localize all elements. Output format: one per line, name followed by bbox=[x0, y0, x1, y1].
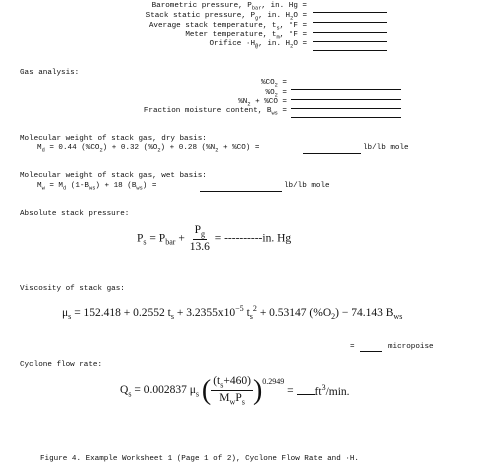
param-stack-static-pressure: Stack static pressure, $P_g$, in. $H_2O$ = bbox=[145, 12, 307, 22]
barometric-pressure-blank[interactable] bbox=[313, 12, 387, 13]
param-meter-temperature: Meter temperature, $t_m$, °F = bbox=[185, 31, 307, 41]
gas-co2-label: $\%CO_2$ = bbox=[261, 79, 287, 89]
mw-dry-blank[interactable] bbox=[303, 153, 361, 154]
cyclone-equation: $Q_s = 0.002837$ $\mu_s$ ( $\frac{(t_s+460)}{M_wP_s}$ ) 0.2949 = $ft^3/\min$. bbox=[120, 374, 350, 407]
viscosity-unit: micropoise bbox=[388, 343, 434, 351]
gas-n2-co-label: $\%N_2 + \%CO$ = bbox=[238, 98, 287, 108]
orifice-dh-blank[interactable] bbox=[313, 50, 387, 51]
gas-analysis-heading: Gas analysis: bbox=[20, 69, 80, 77]
param-barometric-pressure: Barometric pressure, $P_{bar}$, in. Hg = bbox=[151, 2, 307, 12]
pg-over-13-6-fraction: $\frac{P_g}{13.6}$ bbox=[189, 224, 210, 254]
mw-dry-heading: Molecular weight of stack gas, dry basis: bbox=[20, 135, 207, 143]
abs-pressure-heading: Absolute stack pressure: bbox=[20, 210, 130, 218]
cyclone-result-blank[interactable] bbox=[297, 394, 315, 395]
moisture-fraction-label: Fraction moisture content, $B_{ws}$ = bbox=[143, 107, 287, 117]
cyclone-heading: Cyclone flow rate: bbox=[20, 361, 103, 369]
gas-n2-co-blank[interactable] bbox=[291, 108, 401, 109]
meter-temperature-blank[interactable] bbox=[313, 41, 387, 42]
mw-wet-heading: Molecular weight of stack gas, wet basis: bbox=[20, 172, 207, 180]
param-average-stack-temperature: Average stack temperature, $t_s$, °F = bbox=[148, 22, 307, 32]
mw-dry-formula: $M_d = 0.44$ $(\%CO_2) + 0.32$ $(\%O_2) + 0.28$ $(\%N_2 + \%CO)$ = bbox=[37, 144, 260, 154]
average-stack-temperature-blank[interactable] bbox=[313, 32, 387, 33]
viscosity-equation: $\mu_s = 152.418 + 0.2552$ $t_s + 3.2355x10^{-5}$ $t_s^2 + 0.53147$ $(\%O_2) - 74.143$ $B_{ws}$ bbox=[62, 304, 403, 322]
figure-caption: Figure 4. Example Worksheet 1 (Page 1 of 2), Cyclone Flow Rate and ·H. bbox=[40, 455, 359, 463]
viscosity-heading: Viscosity of stack gas: bbox=[20, 285, 125, 293]
stack-static-pressure-blank[interactable] bbox=[313, 22, 387, 23]
gas-o2-label: $\%O_2$ = bbox=[265, 89, 287, 99]
viscosity-result-blank[interactable] bbox=[360, 351, 382, 352]
viscosity-result-equals: = bbox=[350, 343, 355, 351]
mw-dry-unit: lb/lb mole bbox=[363, 144, 409, 152]
moisture-fraction-blank[interactable] bbox=[291, 117, 401, 118]
abs-pressure-equation: $P_s = P_{bar}$ + $\frac{P_g}{13.6}$ = ----------in. Hg bbox=[137, 224, 292, 254]
mw-wet-blank[interactable] bbox=[200, 191, 282, 192]
mw-wet-unit: lb/lb mole bbox=[284, 182, 330, 190]
param-orifice-dh: Orifice $\cdot H_@$, in. $H_2O$ = bbox=[209, 40, 307, 50]
gas-co2-blank[interactable] bbox=[291, 89, 401, 90]
mw-wet-formula: $M_w = M_d$ $(1-B_{ws}) + 18$ $(B_{ws})$ = bbox=[37, 182, 157, 192]
gas-o2-blank[interactable] bbox=[291, 99, 401, 100]
